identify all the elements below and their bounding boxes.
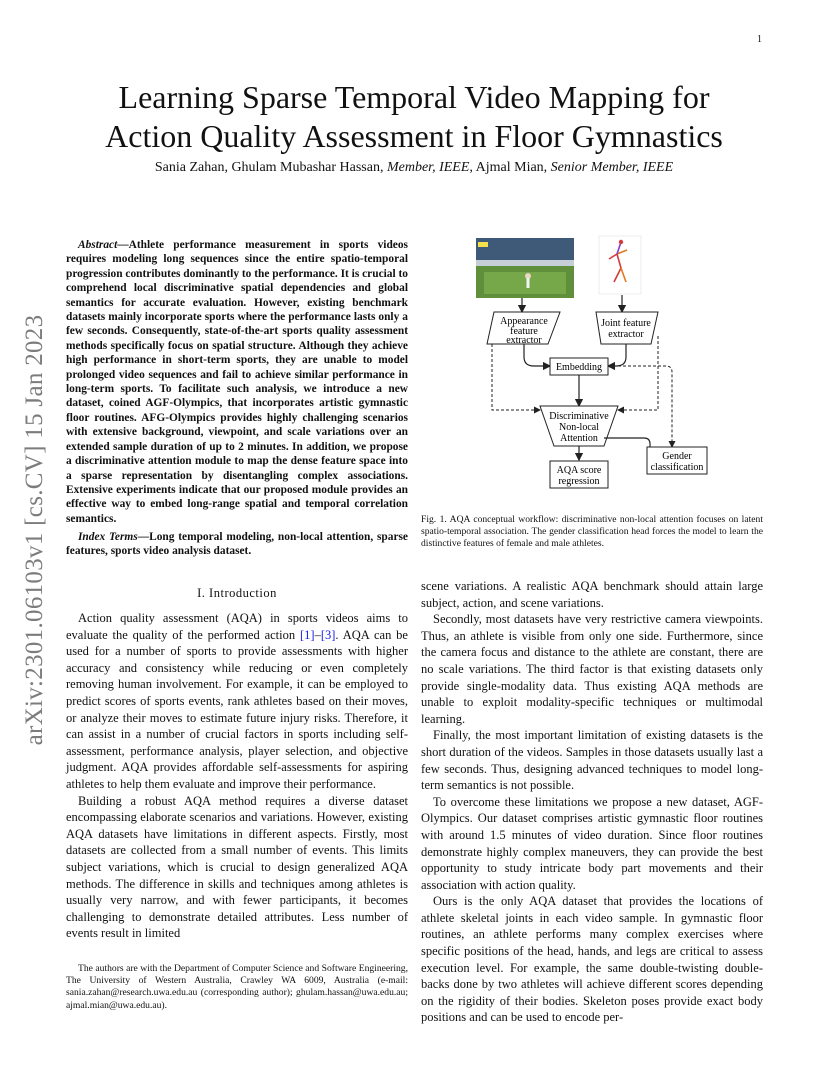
paragraph: To overcome these limitations we propose a new dataset, AGF-Olympics. Our dataset comprises artistic gymnastic floor routines with around 1.5 minutes of video duration. Since floor routines demonstrate highly complex maneuvers, they can provide the best opportunity to study intricate body part movements and their association with action quality. xyxy=(421,794,763,892)
joint-label: Joint feature xyxy=(601,318,651,329)
paragraph xyxy=(66,793,408,942)
authors-role-b: Senior Member, IEEE xyxy=(550,160,674,175)
attention-label: Non-local xyxy=(559,422,599,433)
embedding-label: Embedding xyxy=(555,362,603,373)
paragraph-text: Action quality assessment (AQA) in sports videos aims to evaluate the quality of the performed action xyxy=(66,611,408,642)
appearance-label: extractor xyxy=(506,335,542,346)
joint-label: extractor xyxy=(608,329,644,340)
aqa-label: regression xyxy=(558,476,600,487)
appearance-label: Appearance xyxy=(500,316,548,327)
paper-title xyxy=(60,78,768,156)
abstract-text: —Athlete performance measurement in sports videos requires modeling long sequences since the entire spatio-temporal progression contributes dominantly to the performance. It is crucial to comprehend local discriminative spatial dependencies and global semantics for accurate evaluation. However, existing benchmark datasets mainly incorporate sports where the performance lasts only a few seconds. Consequently, state-of-the-art sports quality assessment methods specifically focus on spatial structure. Although they achieve high performance in short-term sports, they are unable to model prolonged video sequences and fail to achieve similar performance in long-term sports. To facilitate such analysis, we introduce a new dataset, coined AGF-Olympics, that incorporates artistic gymnastic floor routines. AFG-Olympics provides highly challenging scenarios with extensive background, viewpoint, and scale variations over an extended sample duration of up to 2 minutes. In addition, we propose a discriminative attention module to map the dense feature space into a sparse representation by disentangling complex associations. Extensive experiments indicate that our proposed module provides an effective way to embed long-range spatial and temporal correlation semantics. xyxy=(66,239,408,525)
paragraph-text: Building a robust AQA method requires a diverse dataset encompassing elaborate scenarios and variations. However, existing AQA datasets have limitations in different aspects. Firstly, most datasets are collected from a small number of events. This limits subject variations, which is crucial to design generalized AQA methods. The difference in skills and techniques among athletes is usually very narrow, and with fewer participants, it becomes challenging to demonstrate detailed attributes. Less number of events result in limited xyxy=(66,793,408,941)
gender-label: classification xyxy=(650,462,704,473)
aqa-label: AQA score xyxy=(556,465,602,476)
figure-caption: Fig. 1. AQA conceptual workflow: discriminative non-local attention focuses on latent spatio-temporal association. The gender classification head forces the model to learn the distinctive features of female and male athletes. xyxy=(421,514,763,550)
gymnast-photo xyxy=(476,238,574,298)
skeleton-image xyxy=(599,236,641,294)
gender-box xyxy=(647,447,707,474)
attention-label: Attention xyxy=(560,433,598,444)
attention-label: Discriminative xyxy=(549,411,609,422)
right-column-body xyxy=(421,578,763,1026)
author-list xyxy=(60,160,768,176)
attention-box xyxy=(540,406,618,446)
paragraph xyxy=(66,610,408,793)
footnote: The authors are with the Department of Computer Science and Software Engineering, The University of Western Australia, Crawley WA 6009, Australia (e-mail: sania.zahan@research.uwa.edu.au (corresponding author); ghulam.hassan@uwa.edu.au; ajmal.mian@uwa.edu.au). xyxy=(66,963,408,1011)
paragraph: Finally, the most important limitation of existing datasets is the short duration of the videos. Samples in those datasets usually last a few seconds. Thus, designing advanced techniques to model long-term semantics is not possible. xyxy=(421,728,763,793)
index-terms xyxy=(66,530,408,559)
authors-names-b: Ajmal Mian, xyxy=(475,160,548,175)
abstract xyxy=(66,238,408,526)
appearance-extractor-box xyxy=(487,312,560,346)
gender-label: Gender xyxy=(662,451,692,462)
title-line-2: Action Quality Assessment in Floor Gymnastics xyxy=(105,118,723,154)
index-terms-label: Index Terms xyxy=(78,531,138,543)
abstract-label: Abstract xyxy=(78,239,118,251)
appearance-label: feature xyxy=(510,326,538,337)
citation-dash: – xyxy=(314,627,321,642)
left-column-body xyxy=(66,610,408,942)
aqa-score-box xyxy=(550,461,608,488)
paragraph-text: . AQA can be used for a number of sports to provide assessments with higher accuracy and consistency while reducing or even completely removing human involvement. For example, it can be employed to predict scores of sports events, rank athletes based on their moves, or analyze their moves to estimate future injury risks. Therefore, it can assist in a number of crucial factors in sports including self-assessment, performance analysis, player selection, and objective judgment. AQA provides affordable self-assessments for aspiring athletes to help them evaluate and improve their performance. xyxy=(66,627,408,791)
authors-role-a: Member, IEEE, xyxy=(386,160,473,175)
paragraph: scene variations. A realistic AQA benchmark should attain large subject, action, and scene variations. xyxy=(421,579,763,610)
citation-link[interactable]: [1] xyxy=(300,627,315,642)
paragraph: Secondly, most datasets have very restrictive camera viewpoints. Thus, an athlete is visible from only one side. Furthermore, since the camera focus and distance to the athlete are constant, there are no scale variations. The third factor is that existing datasets only provide single-modality data. Thus existing AQA methods are unable to exploit modality-specific techniques or multimodal learning. xyxy=(421,612,763,726)
embedding-box xyxy=(550,358,608,375)
title-line-1: Learning Sparse Temporal Video Mapping for xyxy=(118,79,710,115)
section-heading: I. Introduction xyxy=(197,586,277,600)
page-number: 1 xyxy=(757,34,762,45)
index-terms-text: —Long temporal modeling, non-local attention, sparse features, sports video analysis dataset. xyxy=(66,531,408,558)
figure-1 xyxy=(470,232,715,497)
joint-extractor-box xyxy=(596,312,658,344)
paragraph: Ours is the only AQA dataset that provides the locations of athlete skeletal joints in each video sample. In gymnastic floor routines, an athlete performs many complex exercises where specific positions of the head, hands, and legs are critical to assess execution level. For example, the same double-twisting double-backs done by two athletes will achieve different scores depending on the rigidity of their bodies. Skeleton poses provide exact body positions and can be used to encode per- xyxy=(421,894,763,1025)
authors-names-a: Sania Zahan, Ghulam Mubashar Hassan, xyxy=(154,160,384,175)
citation-link[interactable]: [3] xyxy=(320,627,336,642)
arxiv-stamp-text: arXiv:2301.06103v1 [cs.CV] 15 Jan 2023 xyxy=(21,314,48,746)
